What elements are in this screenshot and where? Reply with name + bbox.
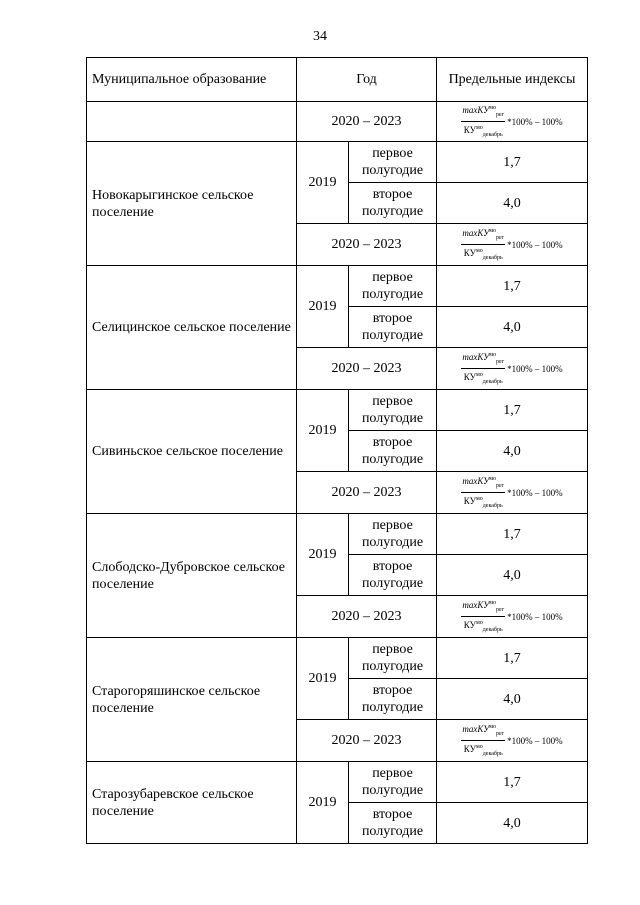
formula-num-sup: мо bbox=[489, 105, 497, 112]
period-cell: 2020 – 2023 bbox=[297, 348, 437, 390]
index-value-cell: 1,7 bbox=[437, 390, 588, 431]
formula-denominator bbox=[464, 122, 503, 140]
half-year-cell: второе полугодие bbox=[349, 679, 437, 720]
formula-den-main: КУ bbox=[463, 744, 476, 754]
municipality-name: Слободско-Дубровское сельское поселение bbox=[87, 514, 297, 638]
year-cell: 2019 bbox=[297, 266, 349, 348]
half-year-cell: второе полугодие bbox=[349, 555, 437, 596]
formula-numerator bbox=[461, 103, 505, 122]
formula-num-sup: мо bbox=[489, 724, 497, 731]
formula-num-sub: рег bbox=[496, 112, 505, 118]
formula-cell bbox=[437, 348, 588, 390]
period-cell: 2020 – 2023 bbox=[297, 472, 437, 514]
table-row bbox=[87, 142, 588, 183]
formula-den-sub: декабрь bbox=[482, 502, 503, 509]
page-number: 34 bbox=[313, 29, 327, 44]
period-cell: 2020 – 2023 bbox=[297, 224, 437, 266]
period-cell: 2020 – 2023 bbox=[297, 596, 437, 638]
index-value-cell: 4,0 bbox=[437, 307, 588, 348]
formula-fraction bbox=[461, 474, 505, 511]
formula-tail: *100% – 100% bbox=[507, 487, 563, 498]
index-formula bbox=[437, 226, 587, 263]
index-value-cell: 1,7 bbox=[437, 762, 588, 803]
index-formula bbox=[437, 350, 587, 387]
period-cell: 2020 – 2023 bbox=[297, 102, 437, 142]
half-year-cell: первое полугодие bbox=[349, 638, 437, 679]
formula-den-sub: декабрь bbox=[482, 626, 503, 633]
formula-den-main: КУ bbox=[463, 125, 476, 135]
table-row bbox=[87, 762, 588, 803]
empty-municipality-cell bbox=[87, 102, 297, 142]
formula-den-sup: мо bbox=[475, 496, 483, 502]
half-year-cell: первое полугодие bbox=[349, 142, 437, 183]
year-cell: 2019 bbox=[297, 762, 349, 844]
formula-num-main: maxКУ bbox=[462, 228, 490, 239]
formula-den-sup: мо bbox=[475, 248, 483, 254]
half-year-cell: первое полугодие bbox=[349, 514, 437, 555]
half-year-cell: первое полугодие bbox=[349, 266, 437, 307]
index-formula bbox=[437, 474, 587, 511]
index-formula bbox=[437, 103, 587, 140]
header-row bbox=[87, 58, 588, 102]
table-row bbox=[87, 638, 588, 679]
index-value-cell: 4,0 bbox=[437, 803, 588, 844]
formula-numerator bbox=[461, 350, 505, 369]
index-value-cell: 4,0 bbox=[437, 183, 588, 224]
index-value-cell: 1,7 bbox=[437, 514, 588, 555]
index-value-cell: 1,7 bbox=[437, 266, 588, 307]
half-year-cell: второе полугодие bbox=[349, 431, 437, 472]
municipality-name: Новокарыгинское сельское поселение bbox=[87, 142, 297, 266]
index-formula bbox=[437, 722, 587, 759]
municipality-name: Старогоряшинское сельское поселение bbox=[87, 638, 297, 762]
municipality-name: Сивиньское сельское поселение bbox=[87, 390, 297, 514]
municipality-name: Селицинское сельское поселение bbox=[87, 266, 297, 390]
index-formula bbox=[437, 598, 587, 635]
formula-fraction bbox=[461, 722, 505, 759]
formula-numerator bbox=[461, 226, 505, 245]
half-year-cell: второе полугодие bbox=[349, 183, 437, 224]
formula-denominator bbox=[464, 493, 503, 511]
formula-den-main: КУ bbox=[463, 620, 476, 630]
formula-den-sup: мо bbox=[475, 620, 483, 626]
formula-fraction bbox=[461, 103, 505, 140]
formula-tail: *100% – 100% bbox=[507, 239, 563, 250]
half-year-cell: второе полугодие bbox=[349, 307, 437, 348]
formula-tail: *100% – 100% bbox=[507, 735, 563, 746]
formula-den-main: КУ bbox=[463, 372, 476, 382]
formula-num-main: maxКУ bbox=[462, 600, 490, 611]
formula-den-main: КУ bbox=[463, 248, 476, 258]
formula-den-sub: декабрь bbox=[482, 378, 503, 385]
formula-num-sup: мо bbox=[489, 228, 497, 235]
formula-tail: *100% – 100% bbox=[507, 611, 563, 622]
formula-num-sup: мо bbox=[489, 600, 497, 607]
header-year: Год bbox=[297, 58, 437, 102]
index-value-cell: 1,7 bbox=[437, 142, 588, 183]
formula-fraction bbox=[461, 226, 505, 263]
formula-cell bbox=[437, 472, 588, 514]
formula-den-sub: декабрь bbox=[482, 131, 503, 138]
formula-denominator bbox=[464, 741, 503, 759]
formula-tail: *100% – 100% bbox=[507, 363, 563, 374]
year-cell: 2019 bbox=[297, 514, 349, 596]
formula-cell bbox=[437, 596, 588, 638]
formula-num-main: maxКУ bbox=[462, 476, 490, 487]
index-value-cell: 1,7 bbox=[437, 638, 588, 679]
year-cell: 2019 bbox=[297, 638, 349, 720]
table-row bbox=[87, 390, 588, 431]
formula-num-sub: рег bbox=[496, 607, 505, 613]
half-year-cell: второе полугодие bbox=[349, 803, 437, 844]
formula-denominator bbox=[464, 369, 503, 387]
municipality-name: Старозубаревское сельское поселение bbox=[87, 762, 297, 844]
formula-den-sup: мо bbox=[475, 744, 483, 750]
limit-index-table bbox=[86, 57, 588, 844]
formula-num-sup: мо bbox=[489, 352, 497, 359]
year-cell: 2019 bbox=[297, 142, 349, 224]
index-value-cell: 4,0 bbox=[437, 679, 588, 720]
half-year-cell: первое полугодие bbox=[349, 390, 437, 431]
formula-num-sub: рег bbox=[496, 235, 505, 241]
formula-num-sup: мо bbox=[489, 476, 497, 483]
header-limit-index: Предельные индексы bbox=[437, 58, 588, 102]
formula-num-main: maxКУ bbox=[462, 105, 490, 116]
formula-den-sup: мо bbox=[475, 372, 483, 378]
index-value-cell: 4,0 bbox=[437, 555, 588, 596]
formula-cell bbox=[437, 720, 588, 762]
half-year-cell: первое полугодие bbox=[349, 762, 437, 803]
formula-den-sub: декабрь bbox=[482, 750, 503, 757]
formula-numerator bbox=[461, 722, 505, 741]
formula-den-sup: мо bbox=[475, 125, 483, 131]
formula-denominator bbox=[464, 245, 503, 263]
table-row bbox=[87, 266, 588, 307]
formula-num-sub: рег bbox=[496, 359, 505, 365]
formula-cell bbox=[437, 224, 588, 266]
index-value-cell: 4,0 bbox=[437, 431, 588, 472]
formula-tail: *100% – 100% bbox=[507, 116, 563, 127]
formula-num-sub: рег bbox=[496, 731, 505, 737]
formula-cell bbox=[437, 102, 588, 142]
formula-numerator bbox=[461, 474, 505, 493]
year-cell: 2019 bbox=[297, 390, 349, 472]
formula-num-main: maxКУ bbox=[462, 352, 490, 363]
table-body bbox=[87, 58, 588, 844]
table-row bbox=[87, 514, 588, 555]
formula-denominator bbox=[464, 617, 503, 635]
table-row bbox=[87, 102, 588, 142]
formula-fraction bbox=[461, 350, 505, 387]
formula-num-main: maxКУ bbox=[462, 724, 490, 735]
formula-num-sub: рег bbox=[496, 483, 505, 489]
formula-fraction bbox=[461, 598, 505, 635]
formula-den-main: КУ bbox=[463, 496, 476, 506]
period-cell: 2020 – 2023 bbox=[297, 720, 437, 762]
formula-den-sub: декабрь bbox=[482, 254, 503, 261]
header-municipality: Муниципальное образование bbox=[87, 58, 297, 102]
formula-numerator bbox=[461, 598, 505, 617]
